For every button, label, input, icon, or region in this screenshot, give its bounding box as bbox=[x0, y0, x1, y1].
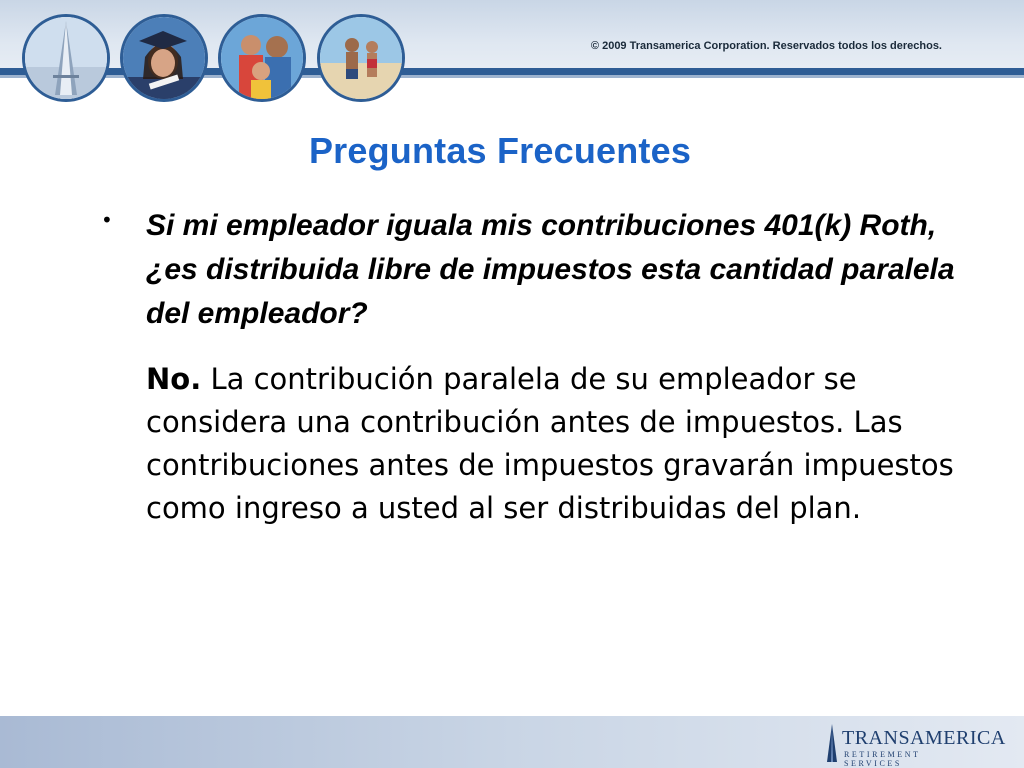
tower-photo bbox=[22, 14, 110, 102]
beach-couple-photo bbox=[317, 14, 405, 102]
answer-body: La contribución paralela de su empleador se considera una contribución antes de impuestos. Las contribuciones antes de impuestos gravarán impuestos como ingreso a usted al ser distribuidas del plan. bbox=[146, 362, 954, 525]
answer-lead: No. bbox=[146, 362, 202, 396]
slide-title: Preguntas Frecuentes bbox=[308, 130, 692, 171]
copyright-notice: © 2009 Transamerica Corporation. Reservados todos los derechos. bbox=[590, 40, 942, 52]
logo-name: TRANSAMERICA bbox=[842, 727, 1006, 749]
graduate-photo bbox=[120, 14, 208, 102]
logo-subtitle: RETIREMENT SERVICES bbox=[844, 750, 921, 768]
bullet-marker: • bbox=[101, 208, 113, 232]
family-photo bbox=[218, 14, 306, 102]
faq-answer bbox=[146, 358, 986, 530]
transamerica-logo bbox=[824, 724, 1006, 768]
pyramid-logo-icon bbox=[824, 724, 840, 762]
faq-question: Si mi empleador iguala mis contribuciones 401(k) Roth, ¿es distribuida libre de impuestos esta cantidad paralela del empleador? bbox=[146, 209, 955, 330]
